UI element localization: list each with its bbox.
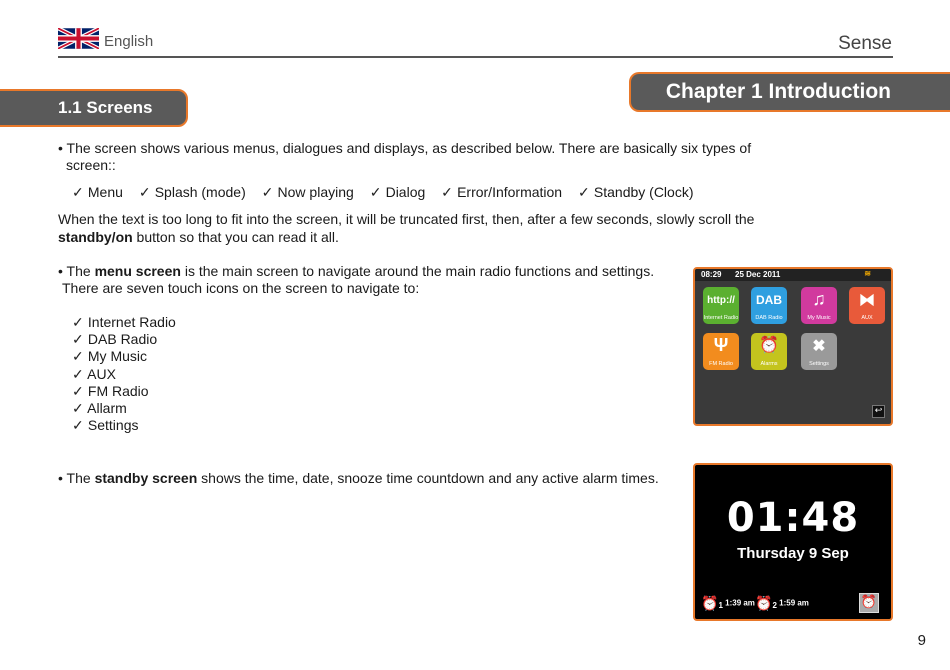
standby-clock: 01:48 [726, 495, 860, 541]
check-icon: ✓ [72, 417, 84, 434]
check-icon: ✓ [72, 382, 84, 399]
check-icon: ✓ [138, 184, 151, 200]
tile-my-music[interactable]: ♫ My Music [801, 287, 837, 324]
chapter-title: Chapter 1 Introduction [665, 80, 891, 103]
standby-date: Thursday 9 Sep [737, 545, 849, 562]
intro-line-1: • The screen shows various menus, dialogues and displays, as described below. There are basically six types of [58, 140, 752, 156]
status-time: 08:29 [701, 270, 722, 279]
check-icon: ✓ [72, 314, 84, 330]
alarm-clock-icon: ⏰ [701, 595, 719, 611]
section-title: 1.1 Screens [58, 98, 153, 117]
alarm-2: $⏰_2$ 1:59 am [755, 595, 809, 611]
check-icon: ✓ [261, 184, 274, 200]
menu-screen-line-2: There are seven touch icons on the screen to navigate to: [62, 280, 420, 296]
screen-type-item: ✓ Splash (mode) [138, 184, 246, 200]
check-icon: ✓ [72, 400, 84, 417]
check-icon: ✓ [578, 184, 590, 200]
check-icon: ✓ [441, 184, 453, 200]
list-item: ✓ Settings [72, 417, 139, 434]
screen-type-item: ✓ Standby (Clock) [578, 184, 694, 200]
screen-type-item: ✓ Dialog [369, 184, 426, 200]
list-item: ✓ Allarm [72, 400, 127, 417]
menu-icons-list [72, 314, 176, 434]
check-icon: ✓ [72, 365, 84, 382]
tile-fm-radio[interactable]: Ψ FM Radio [703, 333, 739, 370]
list-item: ✓ FM Radio [72, 382, 149, 399]
status-bar [695, 269, 891, 281]
status-date: 25 Dec 2011 [735, 270, 781, 279]
alarm-clock-icon: ⏰ [755, 595, 773, 611]
snooze-icon[interactable]: ⏰ [859, 593, 879, 613]
alarm-1: $⏰_1$ 1:39 am [701, 595, 755, 611]
language-label: English [104, 33, 154, 50]
intro-line-2: screen:: [66, 157, 116, 173]
section-tab [0, 89, 188, 127]
list-item: ✓ My Music [72, 348, 148, 365]
header-divider [58, 56, 893, 58]
check-icon: ✓ [72, 348, 84, 365]
brand-name: Sense [838, 33, 892, 54]
list-item: ✓ DAB Radio [72, 331, 158, 348]
chapter-tab [629, 72, 950, 112]
wifi-icon: ≋ [864, 269, 871, 278]
list-item: ✓ AUX [72, 365, 116, 382]
screen-type-item: ✓ Now playing [261, 184, 354, 200]
tile-aux[interactable]: ⧓ AUX [849, 287, 885, 324]
standby-screen-image [693, 463, 893, 621]
list-item: ✓ Internet Radio [72, 314, 176, 330]
menu-screen-line-1: • The menu screen is the main screen to navigate around the main radio functions and settings. [58, 263, 655, 279]
tile-internet-radio[interactable]: http:// Internet Radio [703, 287, 739, 324]
screen-types-list [72, 184, 705, 201]
check-icon: ✓ [369, 184, 382, 200]
uk-flag-icon [58, 28, 99, 49]
scroll-note-line-1: When the text is too long to fit into the screen, it will be truncated first, then, after a few seconds, slowly scroll the [58, 211, 755, 227]
page-number: 9 [917, 632, 926, 649]
tile-settings[interactable]: ✖ Settings [801, 333, 837, 370]
screen-type-item: ✓ Error/Information [441, 184, 563, 200]
standby-screen-line: • The standby screen shows the time, date, snooze time countdown and any active alarm times. [58, 470, 659, 486]
check-icon: ✓ [72, 331, 84, 348]
scroll-note-line-2: standby/on button so that you can read it all. [58, 229, 339, 245]
check-icon: ✓ [72, 184, 84, 200]
tile-alarms[interactable]: ⏰ Alarms [751, 333, 787, 370]
screen-type-item: ✓ Menu [72, 184, 123, 200]
menu-screen-image [693, 267, 893, 426]
back-icon[interactable]: ↩ [872, 405, 885, 418]
tile-dab-radio[interactable]: DAB DAB Radio [751, 287, 787, 324]
